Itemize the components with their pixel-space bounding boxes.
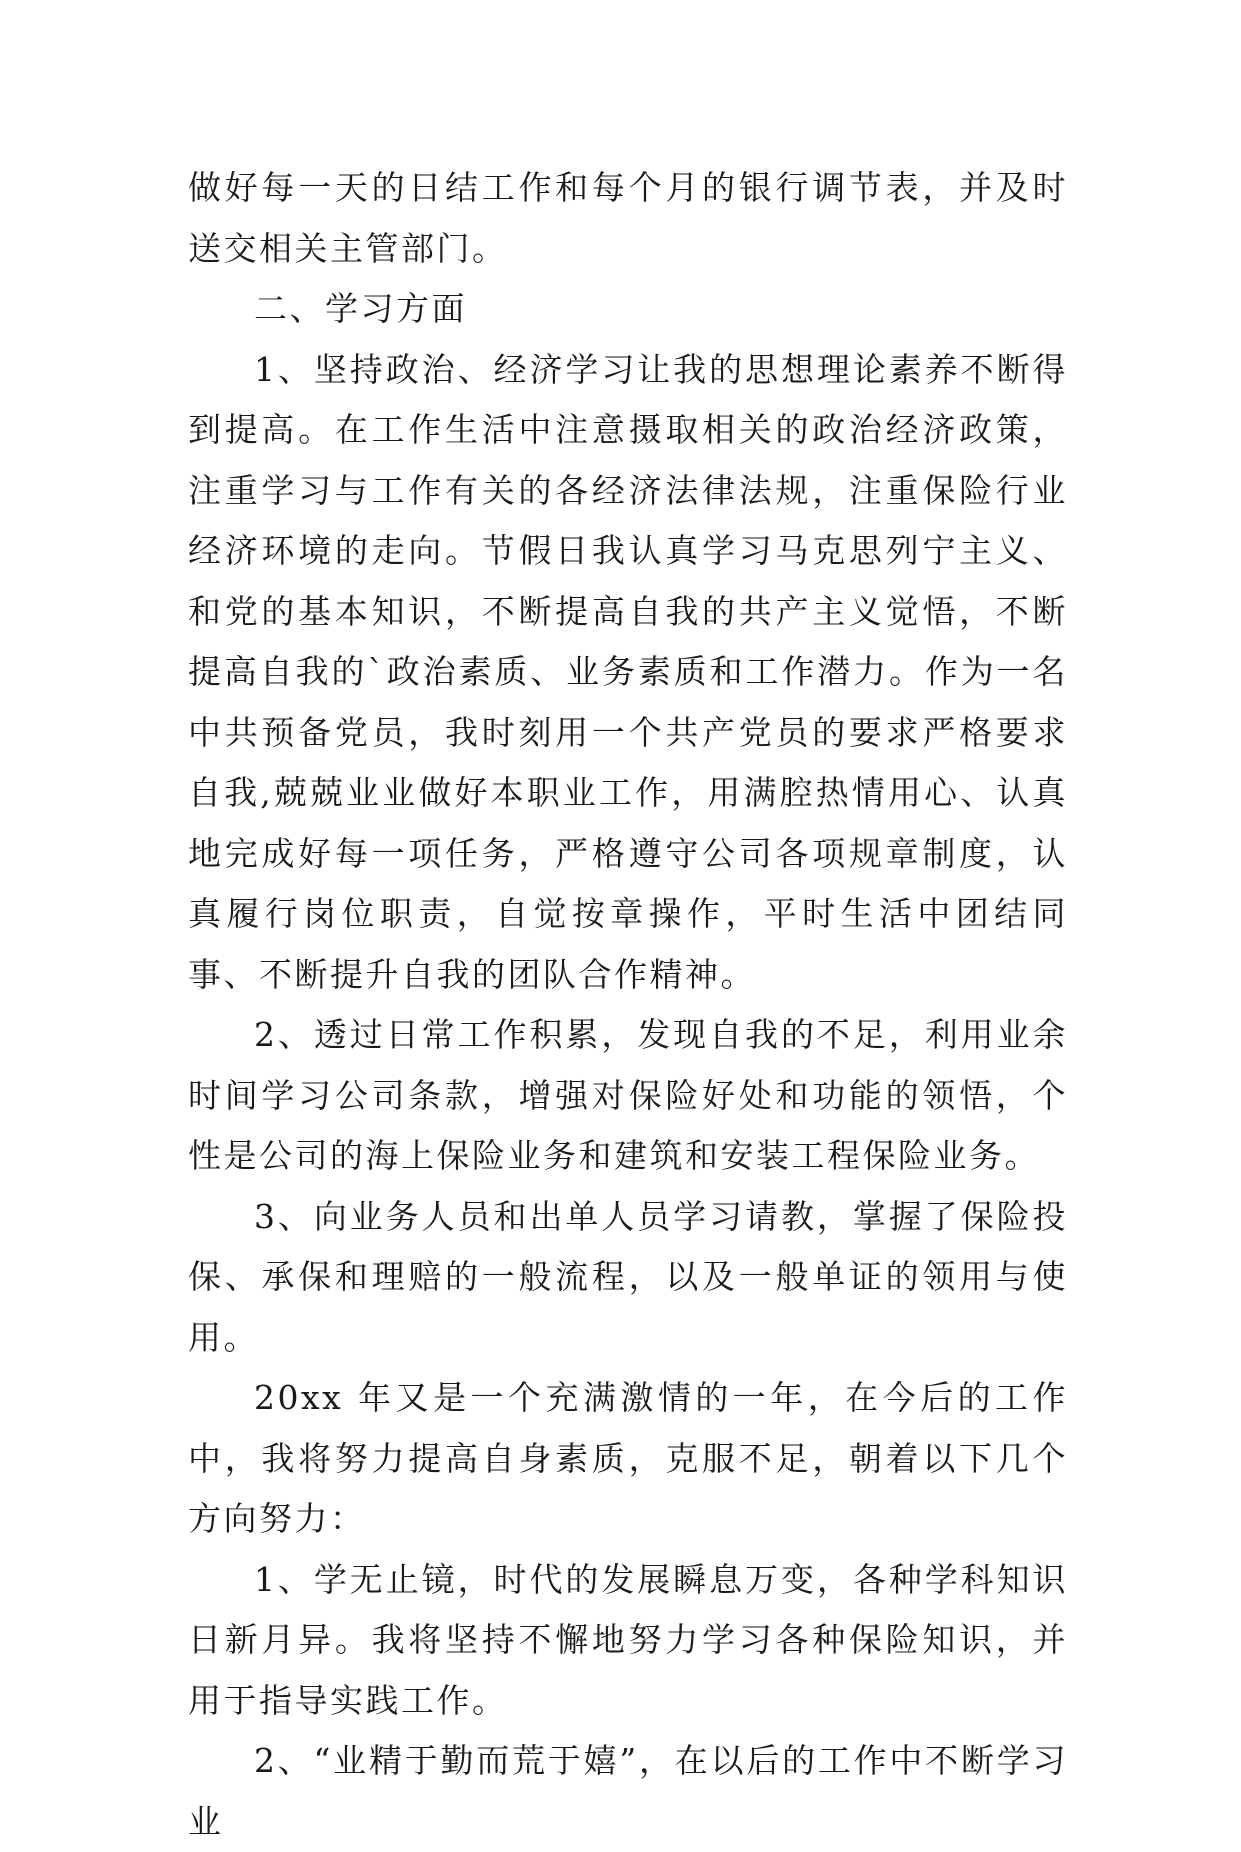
paragraph-7: 1、学无止镜，时代的发展瞬息万变，各种学科知识日新月异。我将坚持不懈地努力学习各种保险知识，并用于指导实践工作。 (188, 1559, 1068, 1720)
paragraph-6: 20xx 年又是一个充满激情的一年，在今后的工作中，我将努力提高自身素质，克服不足，朝着以下几个方向努力： (188, 1378, 1068, 1538)
paragraph-4: 2、透过日常工作积累，发现自我的不足，利用业余时间学习公司条款，增强对保险好处和功能的领悟，个性是公司的海上保险业务和建筑和安装工程保险业务。 (188, 1015, 1068, 1175)
paragraph-5: 3、向业务人员和出单人员学习请教，掌握了保险投保、承保和理赔的一般流程，以及一般单证的领用与使用。 (188, 1196, 1068, 1357)
section-heading-study: 二、学习方面 (254, 289, 467, 328)
paragraph-1: 做好每一天的日结工作和每个月的银行调节表，并及时送交相关主管部门。 (188, 168, 1068, 268)
document-body (188, 158, 1068, 1852)
paragraph-8: 2、“业精于勤而荒于嬉”，在以后的工作中不断学习业 (188, 1741, 1068, 1841)
paragraph-3: 1、坚持政治、经济学习让我的思想理论素养不断得到提高。在工作生活中注意摄取相关的政治经济政策，注重学习与工作有关的各经济法律法规，注重保险行业经济环境的走向。节假日我认真学习马克思列宁主义、和党的基本知识，不断提高自我的共产主义觉悟，不断提高自我的`政治素质、业务素质和工作潜力。作为一名中共预备党员，我时刻用一个共产党员的要求严格要求自我,兢兢业业做好本职业工作，用满腔热情用心、认真地完成好每一项任务，严格遵守公司各项规章制度，认真履行岗位职责，自觉按章操作，平时生活中团结同事、不断提升自我的团队合作精神。 (188, 349, 1068, 994)
